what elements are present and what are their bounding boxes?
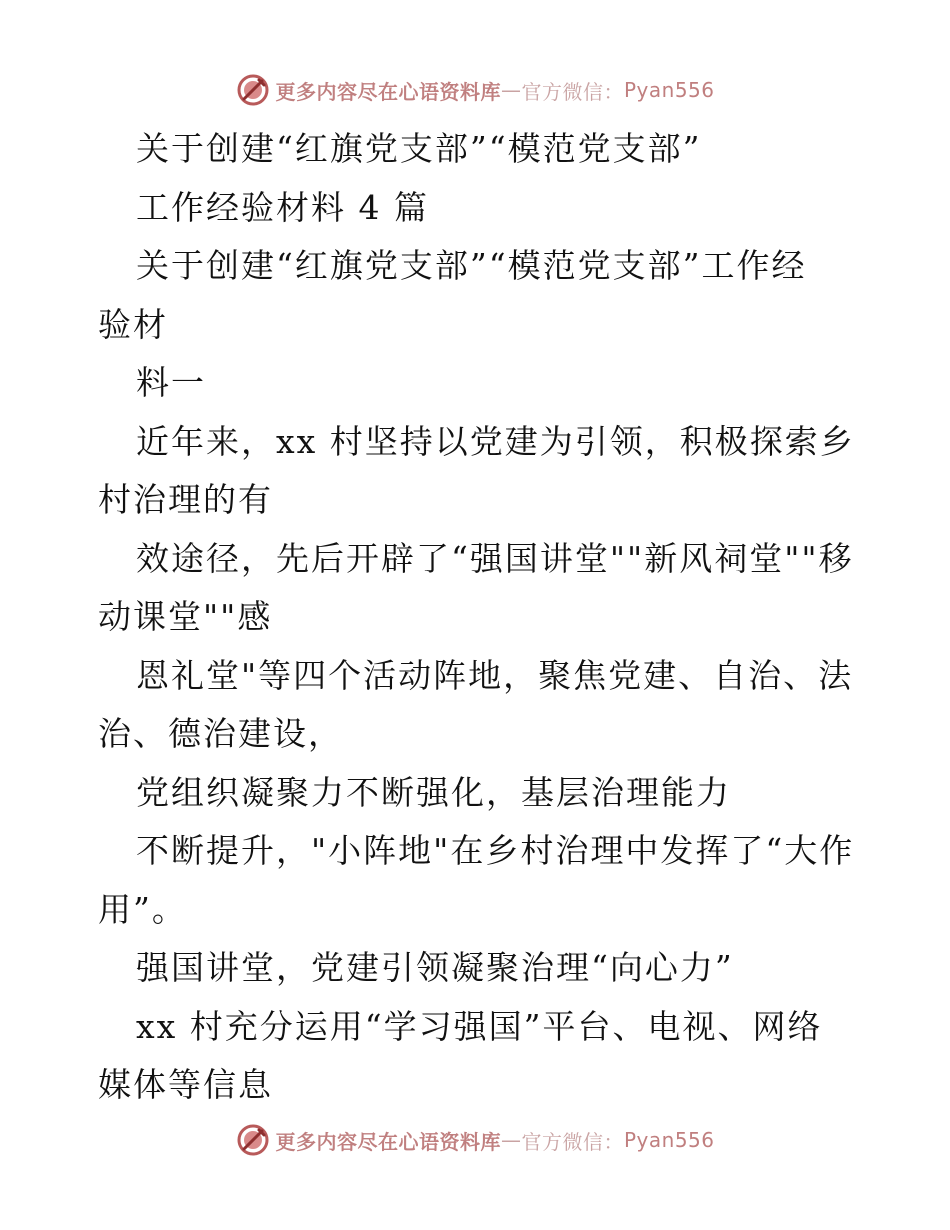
text-line: 近年来，xx 村坚持以党建为引领，积极探索乡 — [136, 421, 855, 461]
text-line: 村治理的有 — [98, 480, 273, 519]
watermark-brand: 更多内容尽在心语资料库 — [275, 1129, 501, 1154]
watermark-id: Pyan556 — [623, 1128, 715, 1152]
text-line: 恩礼堂"等四个活动阵地，聚焦党建、自治、法 — [136, 655, 854, 695]
text-line: 效途径，先后开辟了“强国讲堂""新风祠堂""移 — [136, 538, 854, 578]
text-line: 关于创建“红旗党支部”“模范党支部”工作经 — [136, 246, 807, 285]
text-line: 关于创建“红旗党支部”“模范党支部” — [136, 129, 702, 168]
text-line: 不断提升，"小阵地"在乡村治理中发挥了“大作 — [136, 831, 855, 870]
text-line: 强国讲堂，党建引领凝聚治理“向心力” — [136, 948, 734, 987]
text-line: 动课堂""感 — [98, 597, 273, 636]
footer-watermark — [0, 1118, 950, 1162]
text-line: 验材 — [98, 304, 168, 344]
text-line: 料一 — [136, 363, 206, 402]
header-watermark — [0, 68, 950, 112]
text-line: 治、德治建设， — [98, 714, 343, 753]
text-line: 党组织凝聚力不断强化，基层治理能力 — [136, 772, 731, 812]
text-line: 媒体等信息 — [98, 1065, 273, 1104]
watermark-separator: — — [500, 78, 522, 102]
watermark-separator: — — [500, 1128, 522, 1152]
pen-circle-logo-icon — [235, 1122, 271, 1158]
watermark-brand: 更多内容尽在心语资料库 — [275, 79, 501, 104]
watermark-label: 官方微信： — [521, 79, 624, 104]
watermark-label: 官方微信： — [521, 1129, 624, 1154]
text-line: 用”。 — [98, 889, 187, 929]
pen-circle-logo-icon — [235, 72, 271, 108]
text-line: 工作经验材料 4 篇 — [136, 187, 429, 227]
text-line: xx 村充分运用“学习强国”平台、电视、网络 — [136, 1006, 823, 1046]
watermark-id: Pyan556 — [623, 78, 715, 102]
document-body — [98, 120, 858, 1115]
